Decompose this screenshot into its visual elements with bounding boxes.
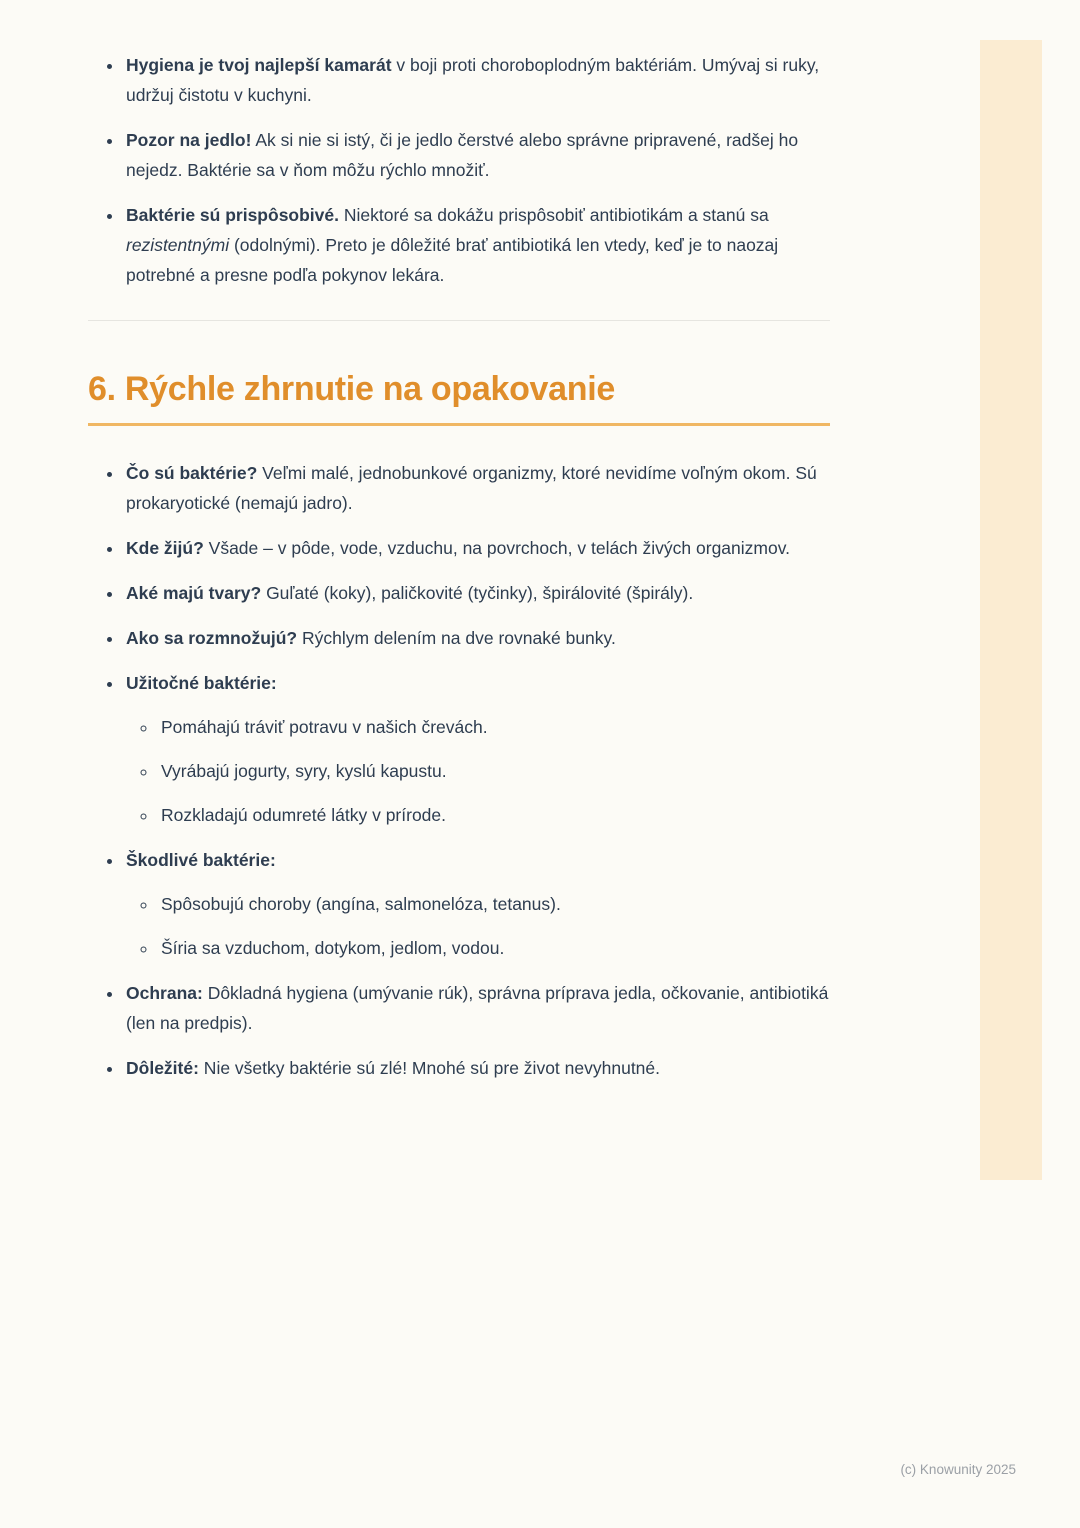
list-item (124, 458, 830, 518)
list-item-lead: Užitočné baktérie: (126, 673, 277, 693)
sub-list-item: ◦ Vyrábajú jogurty, syry, kyslú kapustu. (158, 756, 830, 786)
list-item (124, 533, 830, 563)
harmful-bacteria-sublist (126, 889, 830, 963)
list-item-body: Všade – v pôde, vode, vzduchu, na povrchoch, v telách živých organizmov. (203, 538, 791, 558)
list-item-lead: Dôležité: (126, 1058, 199, 1078)
summary-list (88, 458, 830, 1083)
list-item-body: Dôkladná hygiena (umývanie rúk), správna príprava jedla, očkovanie, antibiotiká (len na predpis). (126, 983, 829, 1033)
list-item (124, 200, 830, 290)
list-item-lead: Pozor na jedlo! (126, 130, 252, 150)
sub-list-item: ◦ Spôsobujú choroby (angína, salmonelóza, tetanus). (158, 889, 830, 919)
list-item-body: Rýchlym delením na dve rovnaké bunky. (297, 628, 616, 648)
section-heading-underline (88, 423, 830, 426)
useful-bacteria-sublist (126, 712, 830, 830)
list-item-lead: Aké majú tvary? (126, 583, 262, 603)
list-item-body: Ak si nie si istý, či je jedlo čerstvé alebo správne pripravené, radšej ho nejedz. Baktérie sa v ňom môžu rýchlo množiť. (126, 130, 799, 180)
list-item-lead: Baktérie sú prispôsobivé. (126, 205, 339, 225)
section-divider (88, 320, 830, 321)
list-item (124, 668, 830, 830)
italic-term: rezistentnými (126, 235, 230, 255)
list-item-lead: Kde žijú? (126, 538, 204, 558)
list-item (124, 623, 830, 653)
list-item (124, 578, 830, 608)
list-item-body: v boji proti choroboplodným baktériám. Umývaj si ruky, udržuj čistotu v kuchyni. (126, 55, 820, 105)
copyright-footer: (c) Knowunity 2025 (900, 1462, 1016, 1477)
list-item (124, 845, 830, 963)
sub-list-item: ◦ Pomáhajú tráviť potravu v našich črevách. (158, 712, 830, 742)
sub-list-item: ◦ Šíria sa vzduchom, dotykom, jedlom, vodou. (158, 933, 830, 963)
list-item-lead: Škodlivé baktérie: (126, 850, 276, 870)
prevention-tips-list (88, 50, 830, 290)
list-item-body: Nie všetky baktérie sú zlé! Mnohé sú pre život nevyhnutné. (198, 1058, 661, 1078)
list-item-lead: Čo sú baktérie? (126, 463, 258, 483)
list-item-body: Niektoré sa dokážu prispôsobiť antibiotikám a stanú sa (339, 205, 769, 225)
list-item-lead: Hygiena je tvoj najlepší kamarát (126, 55, 392, 75)
page-content (88, 50, 830, 1098)
list-item-body: (odolnými). Preto je dôležité brať antibiotiká len vtedy, keď je to naozaj potrebné a presne podľa pokynov lekára. (126, 235, 779, 285)
list-item (124, 125, 830, 185)
list-item-body: Veľmi malé, jednobunkové organizmy, ktoré nevidíme voľným okom. Sú prokaryotické (nemajú jadro). (126, 463, 817, 513)
sub-list-item: ◦ Rozkladajú odumreté látky v prírode. (158, 800, 830, 830)
list-item (124, 1053, 830, 1083)
list-item (124, 50, 830, 110)
page-edge-accent (980, 40, 1042, 1180)
list-item-lead: Ako sa rozmnožujú? (126, 628, 298, 648)
section-heading: 6. Rýchle zhrnutie na opakovanie (88, 370, 615, 408)
list-item-lead: Ochrana: (126, 983, 203, 1003)
list-item (124, 978, 830, 1038)
list-item-body: Guľaté (koky), paličkovité (tyčinky), špirálovité (špirály). (261, 583, 694, 603)
